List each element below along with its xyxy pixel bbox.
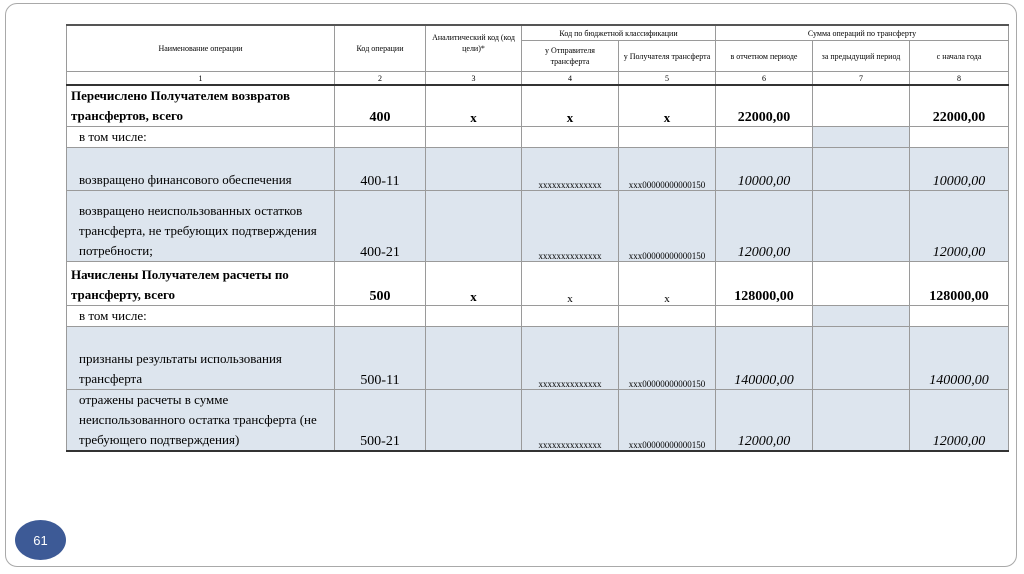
column-number: 1: [67, 72, 335, 86]
sender-code: x: [522, 85, 619, 127]
previous-period-amount: [813, 191, 910, 262]
previous-period-amount: [813, 390, 910, 452]
operation-code: 400-11: [335, 148, 426, 191]
year-to-date-amount: 22000,00: [910, 85, 1009, 127]
operation-name: признаны результаты использования трансферта: [67, 327, 335, 390]
header-operation-code: Код операции: [335, 25, 426, 72]
empty-cell: [910, 127, 1009, 148]
table-row-500-total: [67, 262, 1009, 306]
previous-period-amount: [813, 262, 910, 306]
analytic-code: [426, 327, 522, 390]
analytic-code: x: [426, 85, 522, 127]
header-budget-classification: Код по бюджетной классификации: [522, 25, 716, 41]
column-number: 3: [426, 72, 522, 86]
empty-cell: [335, 306, 426, 327]
empty-cell: [522, 306, 619, 327]
analytic-code: x: [426, 262, 522, 306]
empty-cell: [426, 127, 522, 148]
current-period-amount: 12000,00: [716, 191, 813, 262]
header-current-period: в отчетном периоде: [716, 41, 813, 72]
header-sender: у Отправителя трансферта: [522, 41, 619, 72]
current-period-amount: 140000,00: [716, 327, 813, 390]
table-row-400-11: [67, 148, 1009, 191]
header-previous-period: за предыдущий период: [813, 41, 910, 72]
sender-code: xxxxxxxxxxxxxx: [522, 390, 619, 452]
column-number: 8: [910, 72, 1009, 86]
table-row-including: [67, 127, 1009, 148]
operation-name: Перечислено Получателем возвратов трансфертов, всего: [67, 85, 335, 127]
slide-number-badge: 61: [15, 520, 66, 560]
operation-code: 400-21: [335, 191, 426, 262]
column-number: 6: [716, 72, 813, 86]
year-to-date-amount: 12000,00: [910, 191, 1009, 262]
receiver-code: x: [619, 262, 716, 306]
column-number: 4: [522, 72, 619, 86]
year-to-date-amount: 140000,00: [910, 327, 1009, 390]
current-period-amount: 10000,00: [716, 148, 813, 191]
operation-name: в том числе:: [67, 306, 335, 327]
empty-cell: [813, 306, 910, 327]
empty-cell: [716, 306, 813, 327]
column-number: 7: [813, 72, 910, 86]
operation-name: в том числе:: [67, 127, 335, 148]
current-period-amount: 12000,00: [716, 390, 813, 452]
year-to-date-amount: 10000,00: [910, 148, 1009, 191]
sender-code: xxxxxxxxxxxxxx: [522, 191, 619, 262]
operation-name: возвращено неиспользованных остатков трансферта, не требующих подтверждения потребности;: [67, 191, 335, 262]
analytic-code: [426, 148, 522, 191]
header-transfer-sum: Сумма операций по трансферту: [716, 25, 1009, 41]
receiver-code: xxx00000000000150: [619, 148, 716, 191]
operation-code: 500-11: [335, 327, 426, 390]
current-period-amount: 22000,00: [716, 85, 813, 127]
table-row-including: [67, 306, 1009, 327]
empty-cell: [522, 127, 619, 148]
header-operation-name: Наименование операции: [67, 25, 335, 72]
table-row-400-21: [67, 191, 1009, 262]
empty-cell: [619, 306, 716, 327]
header-year-to-date: с начала года: [910, 41, 1009, 72]
year-to-date-amount: 12000,00: [910, 390, 1009, 452]
column-number: 5: [619, 72, 716, 86]
operation-code: 400: [335, 85, 426, 127]
table-row-500-21: [67, 390, 1009, 452]
header-analytic-code: Аналитический код (код цели)*: [426, 25, 522, 72]
operation-name: Начислены Получателем расчеты по трансферту, всего: [67, 262, 335, 306]
transfer-operations-table: [66, 24, 1009, 452]
sender-code: xxxxxxxxxxxxxx: [522, 327, 619, 390]
previous-period-amount: [813, 148, 910, 191]
empty-cell: [813, 127, 910, 148]
empty-cell: [335, 127, 426, 148]
previous-period-amount: [813, 327, 910, 390]
previous-period-amount: [813, 85, 910, 127]
column-number: 2: [335, 72, 426, 86]
receiver-code: xxx00000000000150: [619, 327, 716, 390]
empty-cell: [910, 306, 1009, 327]
sender-code: xxxxxxxxxxxxxx: [522, 148, 619, 191]
analytic-code: [426, 191, 522, 262]
current-period-amount: 128000,00: [716, 262, 813, 306]
empty-cell: [426, 306, 522, 327]
empty-cell: [716, 127, 813, 148]
receiver-code: xxx00000000000150: [619, 390, 716, 452]
operation-code: 500-21: [335, 390, 426, 452]
empty-cell: [619, 127, 716, 148]
operation-name: возвращено финансового обеспечения: [67, 148, 335, 191]
receiver-code: x: [619, 85, 716, 127]
operation-code: 500: [335, 262, 426, 306]
analytic-code: [426, 390, 522, 452]
sender-code: x: [522, 262, 619, 306]
table-row-500-11: [67, 327, 1009, 390]
table-row-400-total: [67, 85, 1009, 127]
receiver-code: xxx00000000000150: [619, 191, 716, 262]
header-receiver: у Получателя трансферта: [619, 41, 716, 72]
year-to-date-amount: 128000,00: [910, 262, 1009, 306]
operation-name: отражены расчеты в сумме неиспользованного остатка трансферта (не требующего подтверждения): [67, 390, 335, 452]
